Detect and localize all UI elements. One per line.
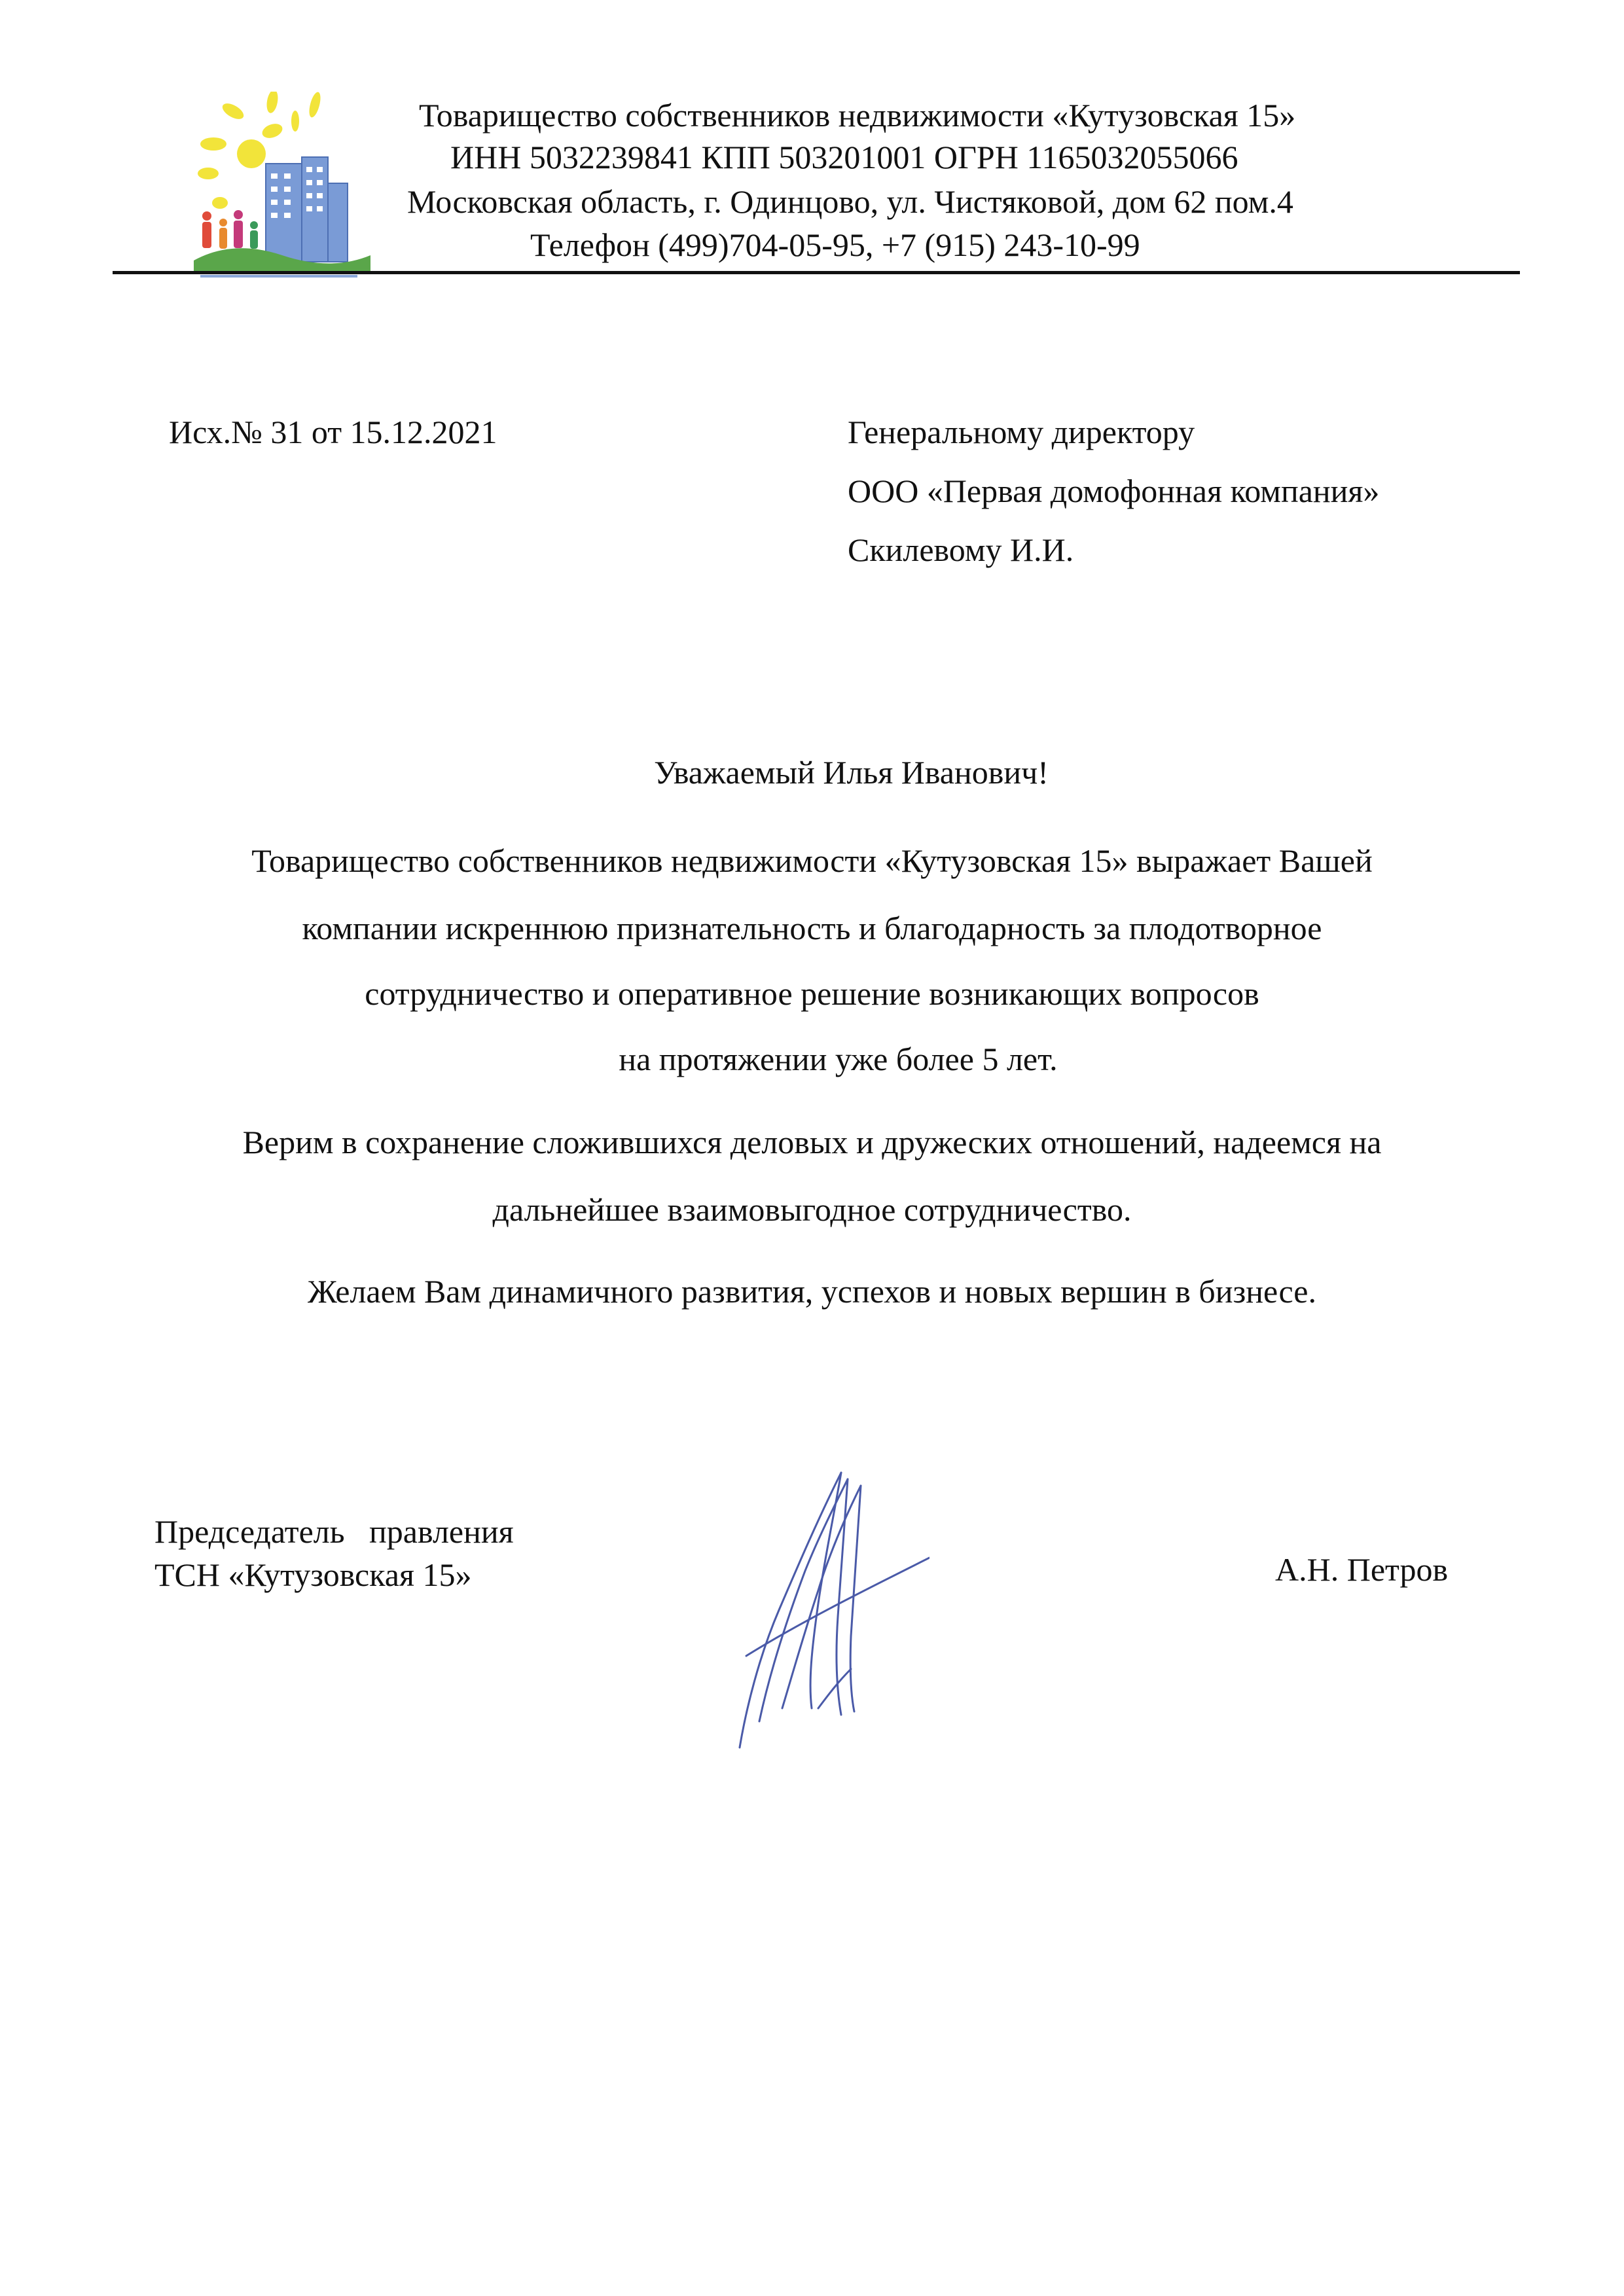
header-phone: Телефон (499)704-05-95, +7 (915) 243-10-99 (530, 226, 1140, 263)
body-line: компании искреннюю признательность и благодарность за плодотворное (302, 910, 1322, 946)
outgoing-reference: Исх.№ 31 от 15.12.2021 (169, 414, 497, 450)
sun-building-family-logo-icon (194, 92, 370, 281)
signer-name: А.Н. Петров (1275, 1551, 1449, 1588)
header-registration: ИНН 5032239841 КПП 503201001 ОГРН 1165032055066 (450, 139, 1238, 175)
header-address: Московская область, г. Одинцово, ул. Чистяковой, дом 62 пом.4 (407, 183, 1293, 220)
greeting: Уважаемый Илья Иванович! (654, 754, 1049, 791)
body-line: сотрудничество и оперативное решение возникающих вопросов (365, 975, 1259, 1012)
body-line: на протяжении уже более 5 лет. (619, 1041, 1058, 1077)
handwritten-signature-icon (720, 1460, 929, 1754)
header-org-name: Товарищество собственников недвижимости «Кутузовская 15» (419, 97, 1296, 134)
signer-title: Председатель правления (154, 1513, 514, 1550)
addressee-line: Скилевому И.И. (848, 531, 1074, 568)
body-line: Желаем Вам динамичного развития, успехов и новых вершин в бизнесе. (308, 1273, 1316, 1310)
body-line: Верим в сохранение сложившихся деловых и дружеских отношений, надеемся на (242, 1124, 1382, 1160)
body-line: Товарищество собственников недвижимости «Кутузовская 15» выражает Вашей (251, 842, 1373, 879)
signer-organization: ТСН «Кутузовская 15» (154, 1556, 472, 1593)
addressee-line: ООО «Первая домофонная компания» (848, 473, 1380, 509)
body-line: дальнейшее взаимовыгодное сотрудничество. (492, 1191, 1132, 1228)
header-divider (113, 271, 1520, 274)
addressee-line: Генеральному директору (848, 414, 1195, 450)
